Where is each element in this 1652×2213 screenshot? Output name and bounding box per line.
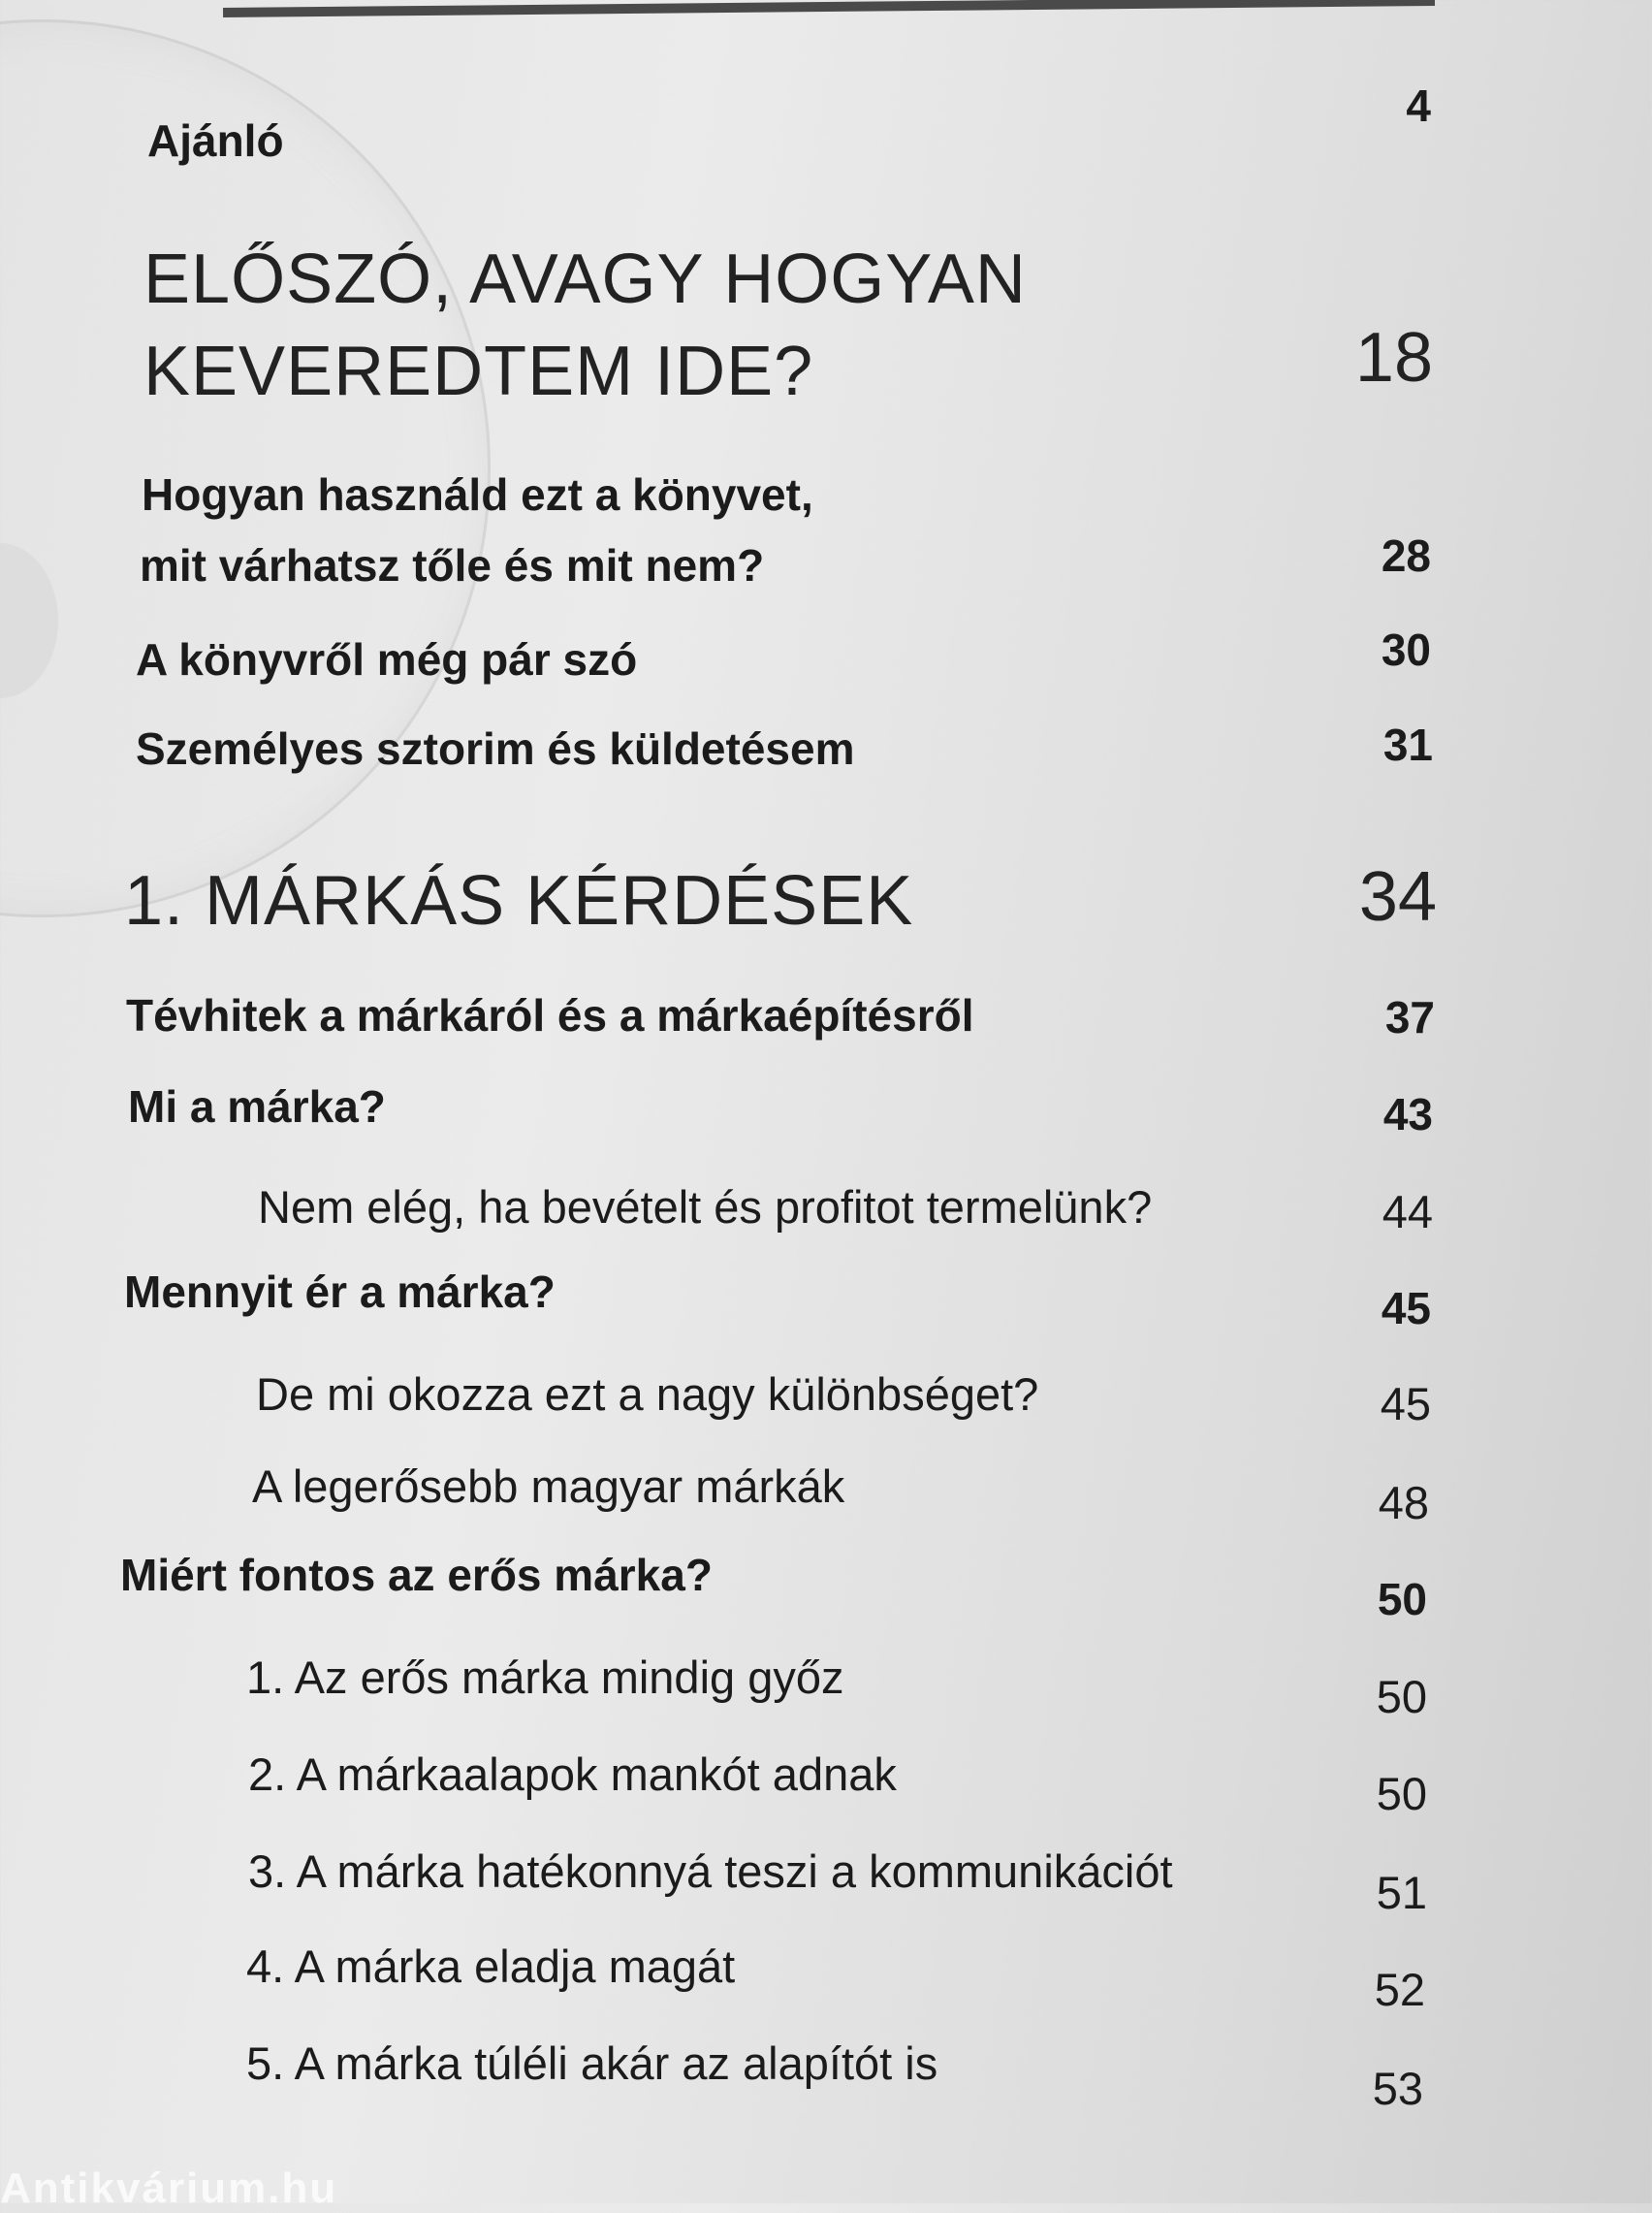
watermark-text: Antikvárium.hu (0, 2165, 338, 2212)
toc-entry-title: 3. A márka hatékonnyá teszi a kommunikációt (248, 1845, 1173, 1897)
toc-entry-page: 31 (1382, 720, 1433, 770)
toc-entry-page: 53 (1372, 2063, 1423, 2114)
toc-entry-title: Mi a márka? (128, 1081, 386, 1132)
toc-entry-page: 48 (1378, 1477, 1429, 1528)
toc-chapter-title-line1: ELŐSZÓ, AVAGY HOGYAN (143, 241, 1027, 318)
toc-entry-title: 4. A márka eladja magát (246, 1940, 736, 1992)
toc-chapter-title: 1. MÁRKÁS KÉRDÉSEK (124, 862, 914, 940)
toc-entry-page: 45 (1380, 1378, 1431, 1429)
toc-entry-title: Mennyit ér a márka? (124, 1267, 556, 1317)
top-rule (223, 0, 1435, 17)
toc-entry-title: A legerősebb magyar márkák (252, 1460, 845, 1512)
toc-entry-page: 44 (1382, 1186, 1433, 1237)
toc-chapter-page: 34 (1358, 858, 1437, 936)
toc-entry-title: De mi okozza ezt a nagy különbséget? (256, 1368, 1039, 1420)
toc-entry-page: 28 (1381, 530, 1431, 581)
toc-entry-title-line2: mit várhatsz tőle és mit nem? (140, 540, 765, 591)
toc-entry-page: 37 (1384, 992, 1435, 1042)
toc-entry-page: 30 (1381, 625, 1431, 675)
toc-entry-page: 50 (1377, 1574, 1427, 1624)
toc-entry-title: Személyes sztorim és küldetésem (136, 723, 855, 774)
toc-entry-page: 51 (1376, 1867, 1427, 1918)
toc-entry-title: 5. A márka túléli akár az alapítót is (246, 2037, 938, 2089)
toc-entry-title: Ajánló (147, 115, 284, 166)
toc-entry-title: 1. Az erős márka mindig győz (246, 1652, 844, 1703)
toc-entry-title: A könyvről még pár szó (136, 634, 638, 685)
toc-chapter-page: 18 (1354, 319, 1433, 397)
toc-entry-page: 50 (1376, 1768, 1427, 1819)
toc-entry-title: Nem elég, ha bevételt és profitot termelünk? (258, 1181, 1153, 1233)
toc-chapter-title-line2: KEVEREDTEM IDE? (143, 333, 814, 410)
toc-entry-page: 4 (1406, 80, 1431, 131)
toc-entry-page: 52 (1374, 1964, 1425, 2015)
toc-entry-page: 50 (1376, 1671, 1427, 1722)
toc-entry-page: 43 (1382, 1089, 1433, 1139)
toc-entry-title: Tévhitek a márkáról és a márkaépítésről (126, 990, 974, 1041)
toc-entry-title: Miért fontos az erős márka? (120, 1550, 713, 1600)
toc-entry-page: 45 (1381, 1283, 1431, 1333)
toc-entry-title: 2. A márkaalapok mankót adnak (248, 1748, 897, 1800)
toc-entry-title-line1: Hogyan használd ezt a könyvet, (142, 469, 813, 520)
